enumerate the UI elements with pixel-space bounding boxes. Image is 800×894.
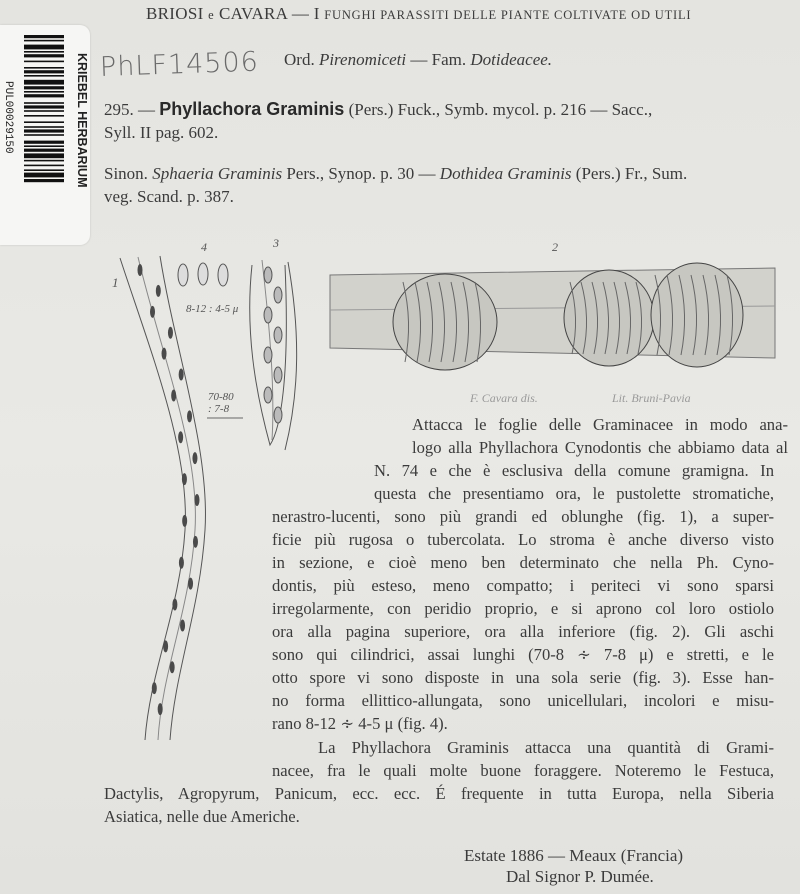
barcode-bar [24, 160, 64, 162]
artist-signature: F. Cavara dis. [470, 391, 538, 405]
entry-number: 295. — [104, 100, 155, 119]
stroma-pustule [158, 703, 163, 715]
stroma-pustule [180, 619, 185, 631]
barcode-bar [24, 70, 64, 73]
synonym-2: Dothidea Graminis [439, 164, 572, 183]
scale-fig-3-top: 70-80 [208, 391, 234, 403]
stroma-pustule [163, 640, 168, 652]
barcode-graphic [0, 25, 90, 245]
order-name: Pirenomiceti [318, 50, 407, 69]
scale-fig-4: 8-12 : 4-5 μ [186, 303, 239, 315]
paragraph-1-line: ficie più rugosa o tubercolata. Lo stroma è anche diverso visto [272, 530, 774, 549]
figure-1-leaf [120, 256, 205, 740]
barcode-bar [24, 179, 64, 182]
family-name: Dotideacee. [470, 50, 553, 69]
paragraph-2-line: nacee, fra le quali molte buone foraggere. Noteremo le Festuca, [272, 761, 774, 780]
stroma-pustule [156, 285, 161, 297]
paragraph-2-line: La Phyllachora Graminis attacca una quantità di Grami- [318, 738, 774, 757]
stroma-pustule [168, 327, 173, 339]
stroma-pustule [171, 389, 176, 401]
paragraph-1-line: logo alla Phyllachora Cynodontis che abbiamo data al [412, 438, 788, 457]
stroma-pustule [152, 682, 157, 694]
barcode-bar [24, 110, 64, 112]
paragraph-1-line: ora alla pagina superiore, ora alla inferiore (fig. 2). Gli aschi [272, 622, 774, 641]
barcode-bar [24, 67, 64, 69]
synonym-2-ref: (Pers.) Fr., Sum. [575, 164, 688, 183]
barcode-bar [24, 105, 64, 108]
paragraph-1-line: rano 8-12 ∻ 4-5 μ (fig. 4). [272, 714, 448, 733]
ascospore [274, 407, 282, 423]
barcode-bar [24, 80, 64, 85]
synonym-1-ref: Pers., Synop. p. 30 — [286, 164, 436, 183]
ascospore [264, 347, 272, 363]
handwritten-accession-number: PhLF14506 [99, 46, 260, 83]
barcode-bar [24, 126, 64, 128]
herbarium-barcode-label [0, 25, 90, 245]
barcode-bar [24, 173, 64, 178]
figure-label-4: 4 [201, 240, 207, 254]
author-conjunction: e [208, 8, 215, 22]
paragraph-1-line: dontis, più esteso, meno compatto; i periteci vi sono sparsi [272, 576, 774, 595]
family-label: — Fam. [410, 50, 467, 69]
barcode-bar [24, 45, 64, 50]
stroma-pustule [150, 306, 155, 318]
stroma-pustule [182, 515, 187, 527]
barcode-bar [24, 121, 64, 123]
figure-label-2: 2 [552, 240, 558, 254]
stroma-pustule [179, 369, 184, 381]
paragraph-1-line: Attacca le foglie delle Graminacee in modo ana- [412, 415, 788, 434]
barcode-bar [24, 129, 64, 132]
stroma-pustule [162, 348, 167, 360]
synonyms [104, 162, 687, 208]
barcode-bar [24, 169, 64, 171]
ascospore [264, 307, 272, 323]
barcode-bar [24, 61, 64, 63]
stroma-pustule [172, 599, 177, 611]
paragraph-1-line: in sezione, e cioè meno ben determinato che nella Ph. Cyno- [272, 553, 774, 572]
figure-label-1: 1 [112, 275, 119, 290]
stroma-pustule [188, 578, 193, 590]
paragraph-1-line: no forma ellittico-allungata, sono unicellulari, incolori e misu- [272, 691, 774, 710]
paragraph-1-line: N. 74 e che è esclusiva della comune gramigna. In [374, 461, 774, 480]
ascospore [264, 267, 272, 283]
header-dash: — [291, 4, 310, 23]
figure-3-ascus [250, 260, 297, 450]
species-name: Phyllachora Graminis [159, 99, 345, 119]
paragraph-1-line: questa che presentiamo ora, le pustolette stromatiche, [374, 484, 774, 503]
stroma-pustule [194, 494, 199, 506]
author-briosi: BRIOSI [146, 4, 204, 23]
barcode-bar [24, 141, 64, 144]
barcode-bar [24, 134, 64, 136]
barcode-bar [24, 149, 64, 152]
species-entry [104, 98, 652, 144]
citation-line-2: Syll. II pag. 602. [104, 123, 219, 142]
barcode-bar [24, 165, 64, 167]
barcode-bar [24, 35, 64, 38]
synonyms-label: Sinon. [104, 164, 148, 183]
page-header [146, 4, 691, 24]
ascospore [274, 287, 282, 303]
series-title: FUNGHI PARASSITI DELLE PIANTE COLTIVATE OD UTILI [324, 8, 692, 22]
series-numeral: I [313, 4, 320, 23]
figure-2-stroma-section [330, 263, 775, 370]
stroma-pustule [179, 557, 184, 569]
barcode-bar [24, 91, 64, 93]
barcode-bar [24, 54, 64, 57]
barcode-bar [24, 51, 64, 53]
stroma-pustule [178, 431, 183, 443]
ascospore [274, 327, 282, 343]
stroma-pustule [187, 410, 192, 422]
paragraph-1-line: nerastro-lucenti, sono più grandi ed oblunghe (fig. 1), a super- [272, 507, 774, 526]
paragraph-1-line: otto spore vi sono disposte in una sola serie (fig. 3). Esse han- [272, 668, 774, 687]
citation-line-1: (Pers.) Fuck., Symb. mycol. p. 216 — Sacc., [348, 100, 653, 119]
order-line [284, 50, 552, 70]
barcode-bar [24, 153, 64, 158]
lithographer-signature: Lit. Bruni-Pavia [612, 391, 691, 405]
barcode-bar [24, 75, 64, 77]
paragraph-2-line: Asiatica, nelle due Americhe. [104, 807, 300, 826]
stroma-pustule [138, 264, 143, 276]
barcode-bar [24, 94, 64, 97]
collector: Dal Signor P. Dumée. [506, 867, 654, 886]
ascospore [274, 367, 282, 383]
synonym-2-ref-cont: veg. Scand. p. 387. [104, 187, 234, 206]
barcode-bar [24, 40, 64, 42]
stroma-pustule [182, 473, 187, 485]
figure-4-spores [178, 263, 228, 286]
barcode-number: PUL00029150 [2, 81, 14, 154]
stroma-pustule [170, 661, 175, 673]
stroma-pustule [192, 452, 197, 464]
stroma-pustule [193, 536, 198, 548]
author-cavara: CAVARA [219, 4, 288, 23]
paragraph-2-line: Dactylis, Agropyrum, Panicum, ecc. ecc. É frequente in tutta Europa, nella Siberia [104, 784, 774, 803]
collection-date-place: Estate 1886 — Meaux (Francia) [464, 846, 684, 865]
order-label: Ord. [284, 50, 315, 69]
synonym-1: Sphaeria Graminis [152, 164, 283, 183]
barcode-bar [24, 145, 64, 147]
herbarium-name: KRIEBEL HERBARIUM [75, 53, 89, 188]
paragraph-1-line: irregolarmente, con peridio proprio, e si aprono col loro ostiolo [272, 599, 774, 618]
barcode-bar [24, 86, 64, 89]
scale-fig-3-bottom: : 7-8 [208, 403, 230, 415]
barcode-bar [24, 115, 64, 117]
figure-label-3: 3 [273, 236, 279, 250]
paragraph-1-line: sono qui cilindrici, assai lunghi (70-8 ∻ 7-8 μ) e stretti, e le [272, 645, 774, 664]
ascospore [264, 387, 272, 403]
barcode-bar [24, 102, 64, 104]
